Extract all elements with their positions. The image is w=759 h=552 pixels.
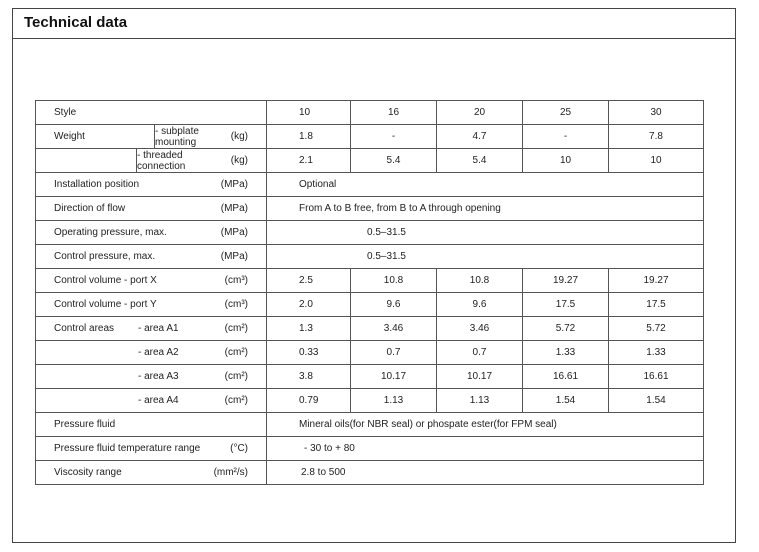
area-a2-16: 0.7 xyxy=(351,341,437,365)
weight-threaded-16: 5.4 xyxy=(351,149,437,173)
table-row-vol-y xyxy=(36,293,704,317)
subplate-label: - subplate mounting xyxy=(155,125,199,148)
area-a1-30: 5.72 xyxy=(609,317,704,341)
vol-y-20: 9.6 xyxy=(437,293,523,317)
weight-cell xyxy=(36,125,267,149)
table-row-installation xyxy=(36,173,704,197)
area-a1-10: 1.3 xyxy=(267,317,351,341)
weight-threaded-10: 2.1 xyxy=(267,149,351,173)
subplate-unit: (kg) xyxy=(230,131,248,142)
installation-value: Optional xyxy=(267,173,704,197)
size-20: 20 xyxy=(437,101,523,125)
area-a2-label: - area A2 xyxy=(138,347,179,358)
area-a1-label: - area A1 xyxy=(138,323,179,334)
area-a3-cell xyxy=(36,365,267,389)
vol-y-30: 17.5 xyxy=(609,293,704,317)
temp-unit: (°C) xyxy=(230,443,248,454)
vol-x-20: 10.8 xyxy=(437,269,523,293)
ctrl-pressure-value: 0.5–31.5 xyxy=(267,245,704,269)
area-a2-10: 0.33 xyxy=(267,341,351,365)
viscosity-value: 2.8 to 500 xyxy=(267,461,704,485)
areas-label: Control areas xyxy=(54,323,115,334)
table-row-op-pressure xyxy=(36,221,704,245)
weight-subplate-20: 4.7 xyxy=(437,125,523,149)
op-pressure-unit: (MPa) xyxy=(220,227,248,238)
area-a1-cell xyxy=(36,317,267,341)
flow-label: Direction of flow xyxy=(54,203,126,214)
table-row-area-a3 xyxy=(36,365,704,389)
vol-x-30: 19.27 xyxy=(609,269,704,293)
ctrl-pressure-unit: (MPa) xyxy=(220,251,248,262)
weight-subplate-25: - xyxy=(523,125,609,149)
area-a2-unit: (cm²) xyxy=(224,347,248,358)
vol-y-cell xyxy=(36,293,267,317)
area-a3-10: 3.8 xyxy=(267,365,351,389)
vol-x-10: 2.5 xyxy=(267,269,351,293)
technical-data-table xyxy=(35,100,704,485)
area-a3-20: 10.17 xyxy=(437,365,523,389)
flow-cell xyxy=(36,197,267,221)
weight-threaded-30: 10 xyxy=(609,149,704,173)
table-row-weight-threaded xyxy=(36,149,704,173)
temp-cell xyxy=(36,437,267,461)
table-row-style xyxy=(36,101,704,125)
vol-x-unit: (cm³) xyxy=(224,275,248,286)
flow-unit: (MPa) xyxy=(220,203,248,214)
size-10: 10 xyxy=(267,101,351,125)
vol-y-25: 17.5 xyxy=(523,293,609,317)
area-a3-unit: (cm²) xyxy=(224,371,248,382)
viscosity-unit: (mm²/s) xyxy=(213,467,248,478)
area-a2-20: 0.7 xyxy=(437,341,523,365)
area-a2-30: 1.33 xyxy=(609,341,704,365)
area-a4-25: 1.54 xyxy=(523,389,609,413)
op-pressure-value: 0.5–31.5 xyxy=(267,221,704,245)
vol-x-16: 10.8 xyxy=(351,269,437,293)
threaded-label: - threaded connection xyxy=(137,149,186,172)
table-row-weight-subplate xyxy=(36,125,704,149)
installation-label: Installation position xyxy=(54,179,140,190)
page-title: Technical data xyxy=(24,14,128,31)
area-a2-25: 1.33 xyxy=(523,341,609,365)
table-row-area-a4 xyxy=(36,389,704,413)
area-a1-25: 5.72 xyxy=(523,317,609,341)
area-a4-label: - area A4 xyxy=(138,395,179,406)
vol-y-10: 2.0 xyxy=(267,293,351,317)
area-a1-unit: (cm²) xyxy=(224,323,248,334)
area-a4-cell xyxy=(36,389,267,413)
temp-value: - 30 to + 80 xyxy=(267,437,704,461)
table-row-fluid xyxy=(36,413,704,437)
weight-threaded-cell xyxy=(36,149,267,173)
table-row-viscosity xyxy=(36,461,704,485)
title-divider xyxy=(12,38,736,39)
vol-y-unit: (cm³) xyxy=(224,299,248,310)
weight-subplate-16: - xyxy=(351,125,437,149)
area-a3-30: 16.61 xyxy=(609,365,704,389)
area-a4-10: 0.79 xyxy=(267,389,351,413)
weight-threaded-20: 5.4 xyxy=(437,149,523,173)
op-pressure-cell xyxy=(36,221,267,245)
fluid-value: Mineral oils(for NBR seal) or phospate ester(for FPM seal) xyxy=(267,413,704,437)
weight-label: Weight xyxy=(54,131,85,142)
ctrl-pressure-cell xyxy=(36,245,267,269)
table-row-area-a1 xyxy=(36,317,704,341)
area-a3-25: 16.61 xyxy=(523,365,609,389)
size-30: 30 xyxy=(609,101,704,125)
area-a4-20: 1.13 xyxy=(437,389,523,413)
installation-unit: (MPa) xyxy=(220,179,248,190)
table-row-flow xyxy=(36,197,704,221)
vol-x-label: Control volume - port X xyxy=(54,275,157,286)
size-25: 25 xyxy=(523,101,609,125)
area-a1-20: 3.46 xyxy=(437,317,523,341)
temp-label: Pressure fluid temperature range xyxy=(54,443,201,454)
style-label: Style xyxy=(36,101,267,125)
table-row-vol-x xyxy=(36,269,704,293)
vol-x-cell xyxy=(36,269,267,293)
size-16: 16 xyxy=(351,101,437,125)
area-a4-30: 1.54 xyxy=(609,389,704,413)
vol-y-16: 9.6 xyxy=(351,293,437,317)
table-row-ctrl-pressure xyxy=(36,245,704,269)
area-a3-label: - area A3 xyxy=(138,371,179,382)
weight-subplate-30: 7.8 xyxy=(609,125,704,149)
weight-subplate-10: 1.8 xyxy=(267,125,351,149)
area-a1-16: 3.46 xyxy=(351,317,437,341)
flow-value: From A to B free, from B to A through opening xyxy=(267,197,704,221)
op-pressure-label: Operating pressure, max. xyxy=(54,227,167,238)
area-a4-16: 1.13 xyxy=(351,389,437,413)
table-row-temp xyxy=(36,437,704,461)
area-a3-16: 10.17 xyxy=(351,365,437,389)
vol-x-25: 19.27 xyxy=(523,269,609,293)
table-row-area-a2 xyxy=(36,341,704,365)
threaded-unit: (kg) xyxy=(230,155,248,166)
ctrl-pressure-label: Control pressure, max. xyxy=(54,251,156,262)
vol-y-label: Control volume - port Y xyxy=(54,299,157,310)
fluid-label: Pressure fluid xyxy=(36,413,267,437)
area-a2-cell xyxy=(36,341,267,365)
area-a4-unit: (cm²) xyxy=(224,395,248,406)
weight-threaded-25: 10 xyxy=(523,149,609,173)
viscosity-label: Viscosity range xyxy=(54,467,122,478)
viscosity-cell xyxy=(36,461,267,485)
installation-cell xyxy=(36,173,267,197)
